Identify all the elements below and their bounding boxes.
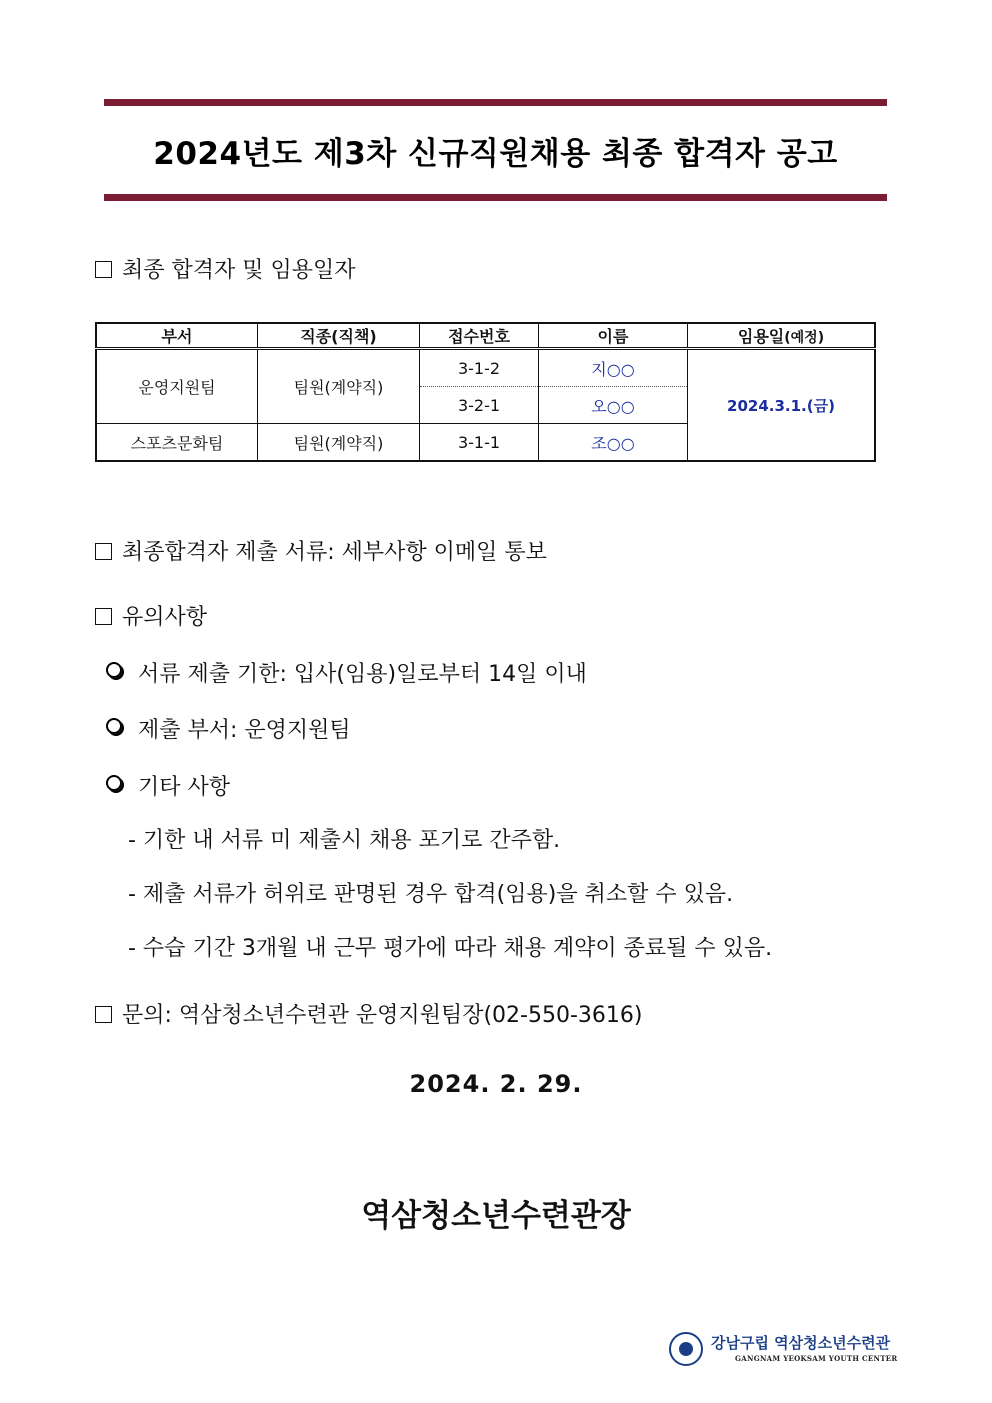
page-title: 2024년도 제3차 신규직원채용 최종 합격자 공고 <box>153 136 838 172</box>
cell-receipt: 3-1-2 <box>420 349 539 387</box>
cell-dept: 스포츠문화팀 <box>96 424 258 462</box>
table-row <box>96 349 875 387</box>
cell-name: 조○○ <box>539 424 688 462</box>
header-appointment-main: 임용일 <box>737 327 785 346</box>
logo-korean-name: 강남구립 역삼청소년수련관 <box>711 1334 891 1352</box>
checkbox-square-icon <box>95 608 112 625</box>
note-dash-item: - 수습 기간 3개월 내 근무 평가에 따라 채용 계약이 종료될 수 있음. <box>128 936 773 961</box>
note-bullet <box>106 713 351 744</box>
note-dash-item: - 기한 내 서류 미 제출시 채용 포기로 간주함. <box>128 828 561 853</box>
header-appointment-note: (예정) <box>784 330 825 346</box>
cell-receipt: 3-1-1 <box>420 424 539 462</box>
cell-name: 지○○ <box>539 349 688 387</box>
cell-position: 팀원(계약직) <box>258 424 420 462</box>
checkbox-square-icon <box>95 261 112 278</box>
cell-position: 팀원(계약직) <box>258 349 420 424</box>
title-top-rule <box>104 99 887 106</box>
section-inquiry <box>95 998 642 1029</box>
note-text: 서류 제출 기한: 입사(임용)일로부터 14일 이내 <box>138 662 587 687</box>
center-logo <box>669 1330 899 1370</box>
checkbox-square-icon <box>95 543 112 560</box>
cell-name: 오○○ <box>539 387 688 424</box>
notice-date: 2024. 2. 29. <box>409 1070 583 1098</box>
note-text: 기타 사항 <box>138 775 231 800</box>
note-text: 제출 부서: 운영지원팀 <box>138 718 351 743</box>
section-heading: 최종합격자 제출 서류: 세부사항 이메일 통보 <box>122 540 547 565</box>
issuer-name: 역삼청소년수련관장 <box>361 1198 631 1234</box>
logo-english-name: GANGNAM YEOKSAM YOUTH CENTER <box>735 1354 898 1363</box>
passers-table <box>95 322 876 462</box>
section-documents <box>95 535 547 566</box>
section-heading: 최종 합격자 및 임용일자 <box>122 258 356 283</box>
header-position: 직종(직책) <box>258 323 420 349</box>
table-header-row <box>96 323 875 349</box>
note-bullet <box>106 657 587 688</box>
cell-dept: 운영지원팀 <box>96 349 258 424</box>
circle-bullet-icon <box>106 662 122 678</box>
note-dash-item: - 제출 서류가 허위로 판명된 경우 합격(임용)을 취소할 수 있음. <box>128 882 734 907</box>
header-receipt: 접수번호 <box>420 323 539 349</box>
inquiry-text: 역삼청소년수련관 운영지원팀장(02-550-3616) <box>178 1003 643 1028</box>
emblem-icon <box>669 1332 703 1366</box>
cell-receipt: 3-2-1 <box>420 387 539 424</box>
circle-bullet-icon <box>106 775 122 791</box>
header-appointment <box>688 323 876 349</box>
section-notes <box>95 600 207 631</box>
section-final-passers <box>95 253 356 284</box>
title-bottom-rule <box>104 194 887 201</box>
circle-bullet-icon <box>106 718 122 734</box>
checkbox-square-icon <box>95 1006 112 1023</box>
section-heading: 유의사항 <box>122 605 208 630</box>
header-dept: 부서 <box>96 323 258 349</box>
header-name: 이름 <box>539 323 688 349</box>
cell-appointment-date: 2024.3.1.(금) <box>688 349 876 462</box>
note-bullet <box>106 770 230 801</box>
inquiry-label: 문의: <box>122 1003 172 1028</box>
